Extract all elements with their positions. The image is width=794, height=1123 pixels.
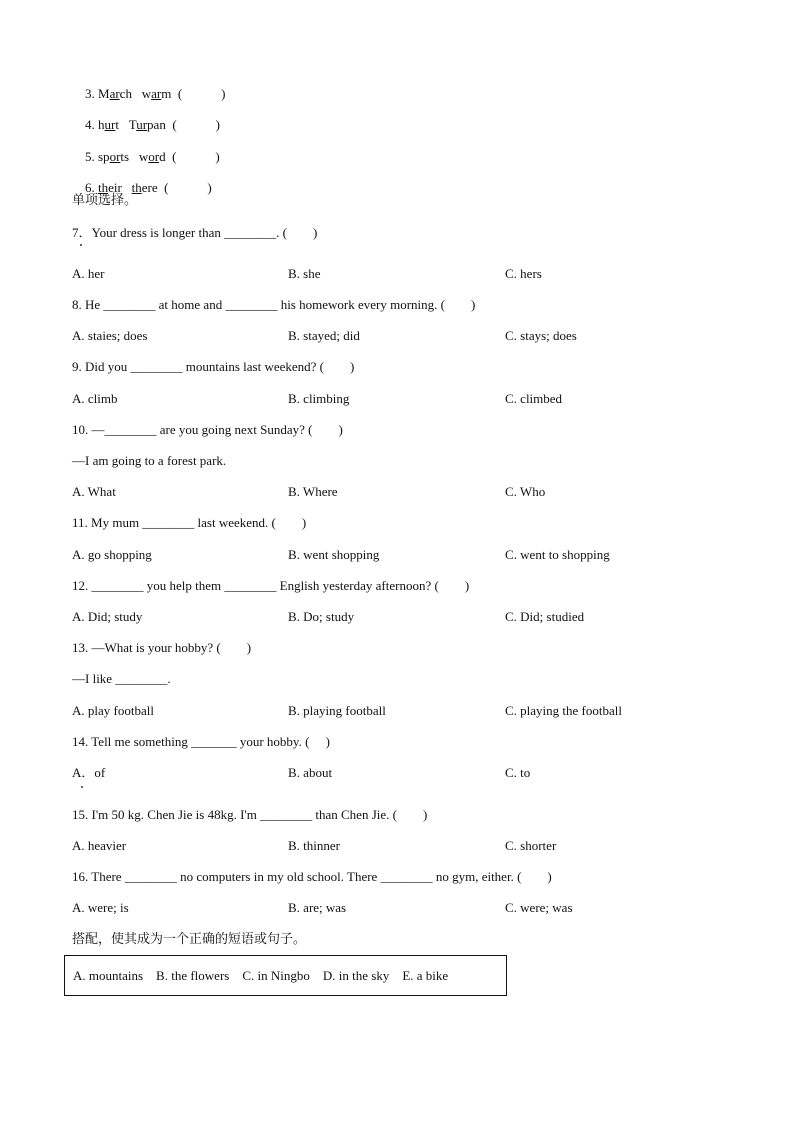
option-c[interactable]: C. went to shopping: [505, 547, 610, 562]
option-a[interactable]: A. What: [72, 484, 116, 499]
word-part: d: [159, 149, 166, 164]
option-b[interactable]: B. are; was: [288, 900, 347, 915]
option-a[interactable]: A. were; is: [72, 900, 129, 915]
option-c[interactable]: C. stays; does: [505, 328, 577, 343]
item-number: 5.: [85, 149, 98, 164]
underlined-letters: or: [109, 149, 121, 164]
option-b[interactable]: B. she: [288, 266, 321, 281]
item-number: 6.: [85, 180, 98, 195]
option-row: [72, 265, 712, 283]
option-a[interactable]: A. play football: [72, 703, 154, 718]
option-a[interactable]: A. Did; study: [72, 609, 143, 624]
option-c[interactable]: C. climbed: [505, 391, 563, 406]
option-row: [72, 702, 712, 720]
option-a[interactable]: A．of: [72, 765, 106, 780]
option-c[interactable]: C. to: [505, 765, 531, 780]
option-row: [72, 390, 712, 408]
question-dialogue-reply: —I am going to a forest park.: [72, 453, 227, 468]
option-row: [72, 546, 712, 564]
question-stem: 7．Your dress is longer than ________. ( ): [72, 225, 318, 240]
option-row: [72, 327, 712, 345]
word-part: ts: [120, 149, 130, 164]
option-row: [72, 483, 712, 501]
option-row: [72, 899, 712, 917]
question-stem: 11. My mum ________ last weekend. ( ): [72, 515, 307, 530]
underlined-letters: ur: [104, 117, 116, 132]
question-stem: 16. There ________ no computers in my old school. There ________ no gym, either. ( ): [72, 869, 552, 884]
question-stem: 10. —________ are you going next Sunday? ( ): [72, 422, 343, 437]
matching-options-box: [64, 955, 507, 996]
option-c[interactable]: C. Who: [505, 484, 546, 499]
word-part: T: [128, 117, 137, 132]
answer-parentheses: ( ): [172, 149, 220, 164]
option-c[interactable]: C. Did; studied: [505, 609, 585, 624]
word-part: pan: [147, 117, 166, 132]
word-part: w: [138, 149, 149, 164]
option-b[interactable]: B. stayed; did: [288, 328, 360, 343]
option-b[interactable]: B. about: [288, 765, 333, 780]
option-b[interactable]: B. climbing: [288, 391, 350, 406]
punctuation-dot: [81, 786, 83, 788]
question-dialogue-reply: —I like ________.: [72, 671, 171, 686]
question-stem: 13. —What is your hobby? ( ): [72, 640, 252, 655]
underlined-letters: or: [148, 149, 160, 164]
option-a[interactable]: A. climb: [72, 391, 118, 406]
question-stem: 12. ________ you help them ________ English yesterday afternoon? ( ): [72, 578, 470, 593]
question-stem: 15. I'm 50 kg. Chen Jie is 48kg. I'm ________ than Chen Jie. ( ): [72, 807, 428, 822]
word-part: M: [98, 86, 110, 101]
option-c[interactable]: C. were; was: [505, 900, 573, 915]
option-row: [72, 608, 712, 626]
answer-parentheses: ( ): [164, 180, 212, 195]
matching-options-text: A. mountains B. the flowers C. in Ningbo D. in the sky E. a bike: [73, 968, 449, 983]
option-b[interactable]: B. Do; study: [288, 609, 355, 624]
word-part: eir: [108, 180, 122, 195]
underlined-letters: ur: [136, 117, 148, 132]
question-stem: 9. Did you ________ mountains last weekend? ( ): [72, 359, 355, 374]
option-c[interactable]: C. shorter: [505, 838, 557, 853]
word-part: m: [161, 86, 172, 101]
underlined-letters: ar: [109, 86, 120, 101]
option-b[interactable]: B. thinner: [288, 838, 340, 853]
option-b[interactable]: B. went shopping: [288, 547, 380, 562]
option-c[interactable]: C. hers: [505, 266, 542, 281]
section-heading-matching: 搭配，使其成为一个正确的短语或句子。: [72, 932, 307, 947]
word-part: ch: [119, 86, 132, 101]
answer-parentheses: ( ): [172, 117, 220, 132]
word-part: sp: [98, 149, 110, 164]
option-row: [72, 764, 712, 782]
option-b[interactable]: B. playing football: [288, 703, 386, 718]
option-c[interactable]: C. playing the football: [505, 703, 622, 718]
question-stem: 14. Tell me something _______ your hobby. ( ): [72, 734, 330, 749]
word-part: h: [98, 117, 105, 132]
word-part: t: [115, 117, 119, 132]
option-row: [72, 837, 712, 855]
option-b[interactable]: B. Where: [288, 484, 338, 499]
underlined-letters: ar: [151, 86, 162, 101]
word-part: w: [141, 86, 152, 101]
option-a[interactable]: A. go shopping: [72, 547, 152, 562]
answer-parentheses: ( ): [177, 86, 226, 101]
punctuation-dot: [80, 244, 82, 246]
underlined-letters: th: [131, 180, 142, 195]
word-part: ere: [141, 180, 158, 195]
question-stem: 8. He ________ at home and ________ his homework every morning. ( ): [72, 297, 476, 312]
underlined-letters: th: [98, 180, 109, 195]
item-number: 3.: [85, 86, 98, 101]
option-a[interactable]: A. staies; does: [72, 328, 148, 343]
section-heading-single-choice: 单项选择。: [72, 193, 138, 208]
option-a[interactable]: A. heavier: [72, 838, 127, 853]
item-number: 4.: [85, 117, 98, 132]
option-a[interactable]: A. her: [72, 266, 105, 281]
